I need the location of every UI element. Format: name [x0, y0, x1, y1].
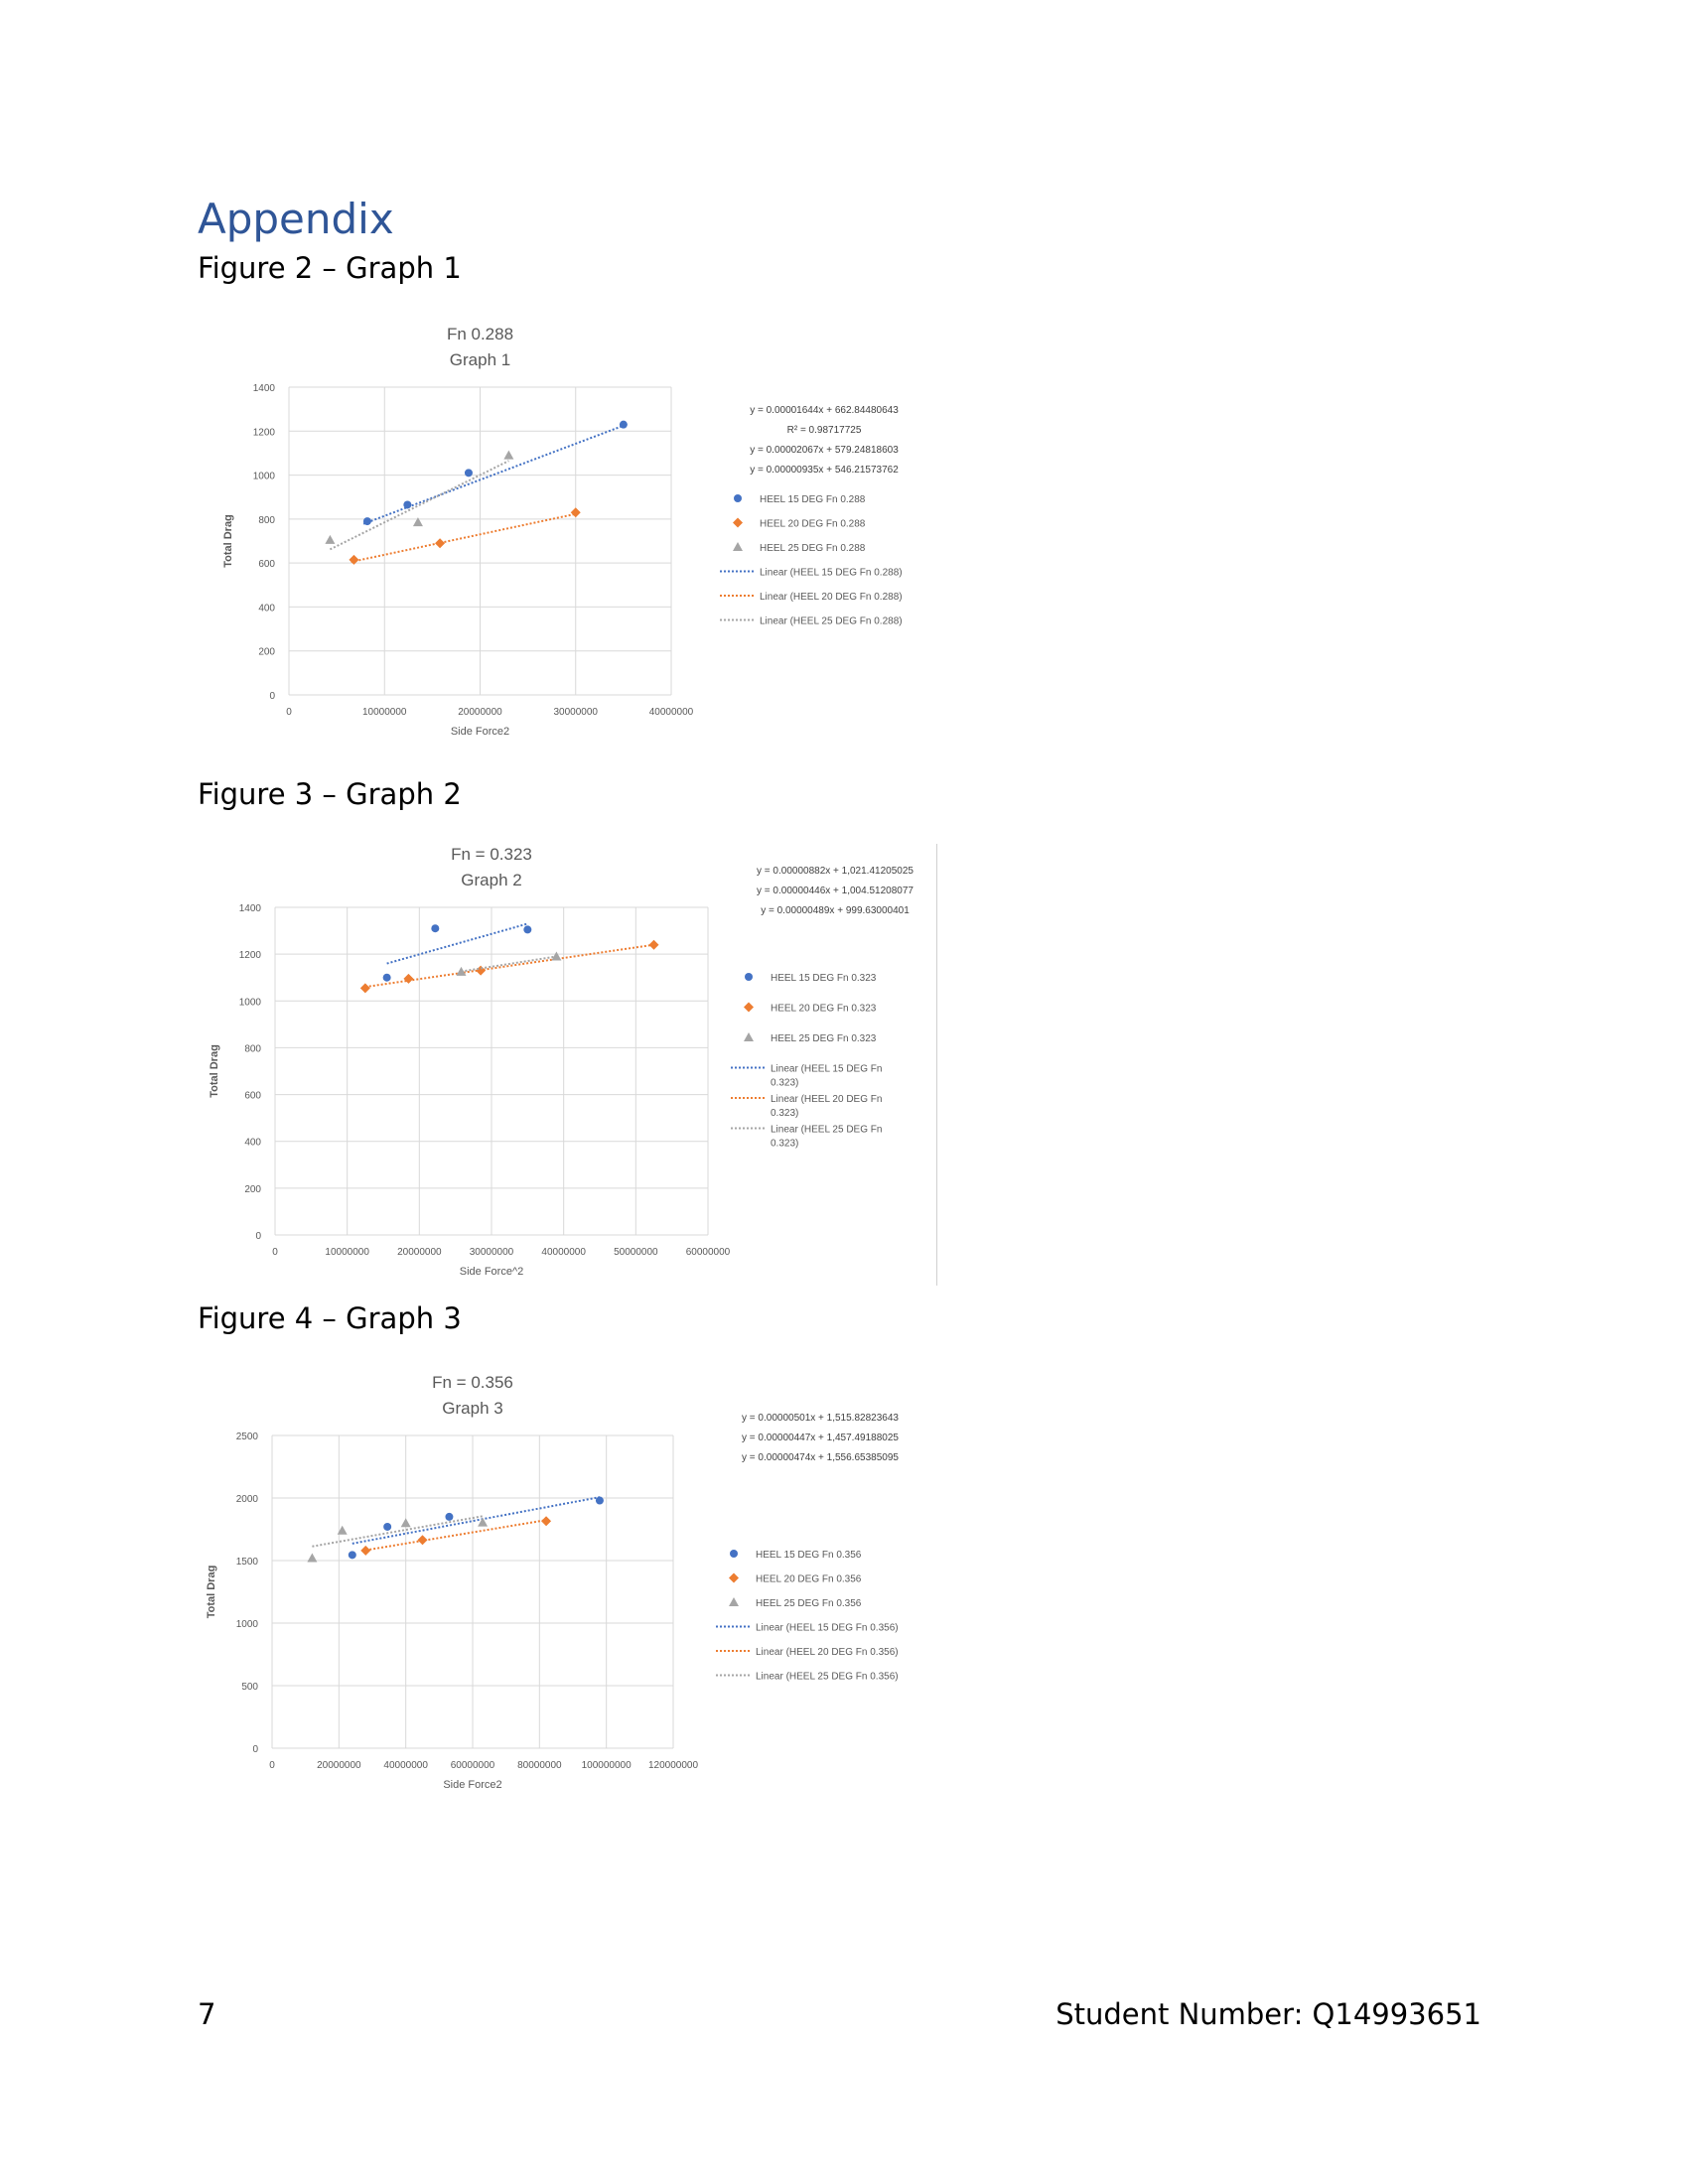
chart-subtitle: Graph 3	[442, 1399, 503, 1418]
point-heel-20-deg-fn-0-323	[360, 983, 370, 993]
y-tick-label: 0	[269, 691, 275, 702]
trendline-equation: y = 0.00000935x + 546.21573762	[750, 465, 899, 476]
y-tick-label: 1000	[238, 997, 261, 1009]
point-heel-15-deg-fn-0-356	[383, 1523, 391, 1531]
legend-label: Linear (HEEL 20 DEG Fn 0.356)	[756, 1647, 899, 1658]
page-divider	[936, 844, 937, 1286]
point-heel-15-deg-fn-0-323	[523, 925, 531, 933]
trendline-heel-20-deg-fn-0-288	[352, 513, 578, 562]
y-tick-label: 200	[244, 1183, 261, 1195]
y-tick-label: 2000	[235, 1494, 258, 1505]
point-heel-20-deg-fn-0-356	[541, 1516, 551, 1526]
figure-2-title: Figure 2 – Graph 1	[198, 251, 462, 285]
x-axis-label: Side Force2	[443, 1779, 502, 1791]
y-tick-label: 1000	[252, 471, 275, 482]
point-heel-20-deg-fn-0-288	[435, 538, 445, 548]
figure-4-title: Figure 4 – Graph 3	[198, 1301, 462, 1335]
point-heel-25-deg-fn-0-356	[307, 1553, 317, 1562]
legend-marker	[729, 1597, 739, 1606]
x-tick-label: 50000000	[614, 1247, 658, 1258]
legend-label: 0.323)	[771, 1138, 799, 1150]
y-tick-label: 1400	[238, 903, 261, 914]
y-tick-label: 1400	[252, 383, 275, 394]
x-tick-label: 100000000	[581, 1760, 632, 1771]
legend-marker	[730, 1550, 738, 1558]
x-tick-label: 0	[269, 1760, 275, 1771]
legend-label: Linear (HEEL 25 DEG Fn 0.288)	[760, 615, 903, 627]
trendline-equation: y = 0.00000489x + 999.63000401	[761, 905, 910, 916]
legend-label: HEEL 15 DEG Fn 0.288	[760, 494, 866, 505]
x-tick-label: 0	[272, 1247, 278, 1258]
y-tick-label: 400	[244, 1137, 261, 1149]
x-tick-label: 20000000	[397, 1247, 442, 1258]
legend-label: Linear (HEEL 25 DEG Fn 0.356)	[756, 1671, 899, 1683]
y-tick-label: 1200	[238, 950, 261, 962]
point-heel-25-deg-fn-0-323	[551, 952, 561, 961]
trendline-equation: y = 0.00001644x + 662.84480643	[750, 405, 899, 416]
legend-label: Linear (HEEL 20 DEG Fn 0.288)	[760, 592, 903, 603]
legend-label: Linear (HEEL 25 DEG Fn	[771, 1124, 883, 1136]
legend-marker	[734, 494, 742, 502]
x-tick-label: 20000000	[317, 1760, 361, 1771]
x-tick-label: 30000000	[469, 1247, 514, 1258]
point-heel-15-deg-fn-0-323	[383, 974, 391, 982]
legend-marker	[733, 518, 743, 528]
chart-title: Fn 0.288	[446, 325, 514, 343]
point-heel-20-deg-fn-0-356	[418, 1535, 428, 1545]
point-heel-25-deg-fn-0-288	[325, 535, 335, 544]
point-heel-25-deg-fn-0-288	[503, 451, 513, 460]
trendline-equation: y = 0.00000474x + 1,556.65385095	[742, 1452, 899, 1463]
chart-graph-3	[198, 1365, 972, 1802]
legend-label: Linear (HEEL 15 DEG Fn	[771, 1063, 883, 1075]
legend-label: HEEL 25 DEG Fn 0.356	[756, 1598, 862, 1609]
trendline-equation: y = 0.00000501x + 1,515.82823643	[742, 1413, 899, 1424]
trendline-equation: y = 0.00000446x + 1,004.51208077	[757, 886, 914, 896]
point-heel-20-deg-fn-0-323	[476, 966, 486, 976]
x-tick-label: 80000000	[517, 1760, 562, 1771]
x-tick-label: 40000000	[541, 1247, 586, 1258]
y-axis-label: Total Drag	[222, 514, 234, 568]
x-tick-label: 10000000	[362, 707, 407, 718]
chart-title: Fn = 0.356	[432, 1373, 513, 1392]
x-axis-label: Side Force^2	[459, 1266, 524, 1278]
x-tick-label: 120000000	[647, 1760, 699, 1771]
chart-subtitle: Graph 2	[461, 871, 522, 889]
chart-graph-1	[198, 314, 972, 751]
legend-label: HEEL 20 DEG Fn 0.356	[756, 1573, 862, 1585]
x-tick-label: 60000000	[450, 1760, 495, 1771]
point-heel-25-deg-fn-0-356	[401, 1518, 411, 1527]
point-heel-15-deg-fn-0-288	[363, 517, 371, 525]
y-tick-label: 1200	[252, 427, 275, 439]
x-axis-label: Side Force2	[450, 726, 510, 738]
y-tick-label: 0	[252, 1744, 258, 1755]
chart-svg	[198, 1365, 972, 1802]
legend-label: 0.323)	[771, 1077, 799, 1089]
y-tick-label: 0	[255, 1231, 261, 1242]
trendline-heel-25-deg-fn-0-288	[330, 461, 508, 549]
trendline-equation: R² = 0.98717725	[786, 425, 862, 436]
legend-label: HEEL 15 DEG Fn 0.356	[756, 1550, 862, 1561]
trendline-heel-25-deg-fn-0-323	[461, 957, 556, 972]
point-heel-15-deg-fn-0-356	[445, 1513, 453, 1521]
trendline-heel-15-deg-fn-0-288	[363, 425, 627, 524]
y-tick-label: 800	[244, 1043, 261, 1055]
y-tick-label: 600	[244, 1090, 261, 1102]
y-axis-label: Total Drag	[206, 1565, 217, 1619]
legend-label: 0.323)	[771, 1108, 799, 1119]
legend-label: HEEL 25 DEG Fn 0.288	[760, 543, 866, 554]
chart-svg	[198, 842, 972, 1279]
y-tick-label: 600	[258, 559, 275, 571]
y-tick-label: 2500	[235, 1432, 258, 1442]
point-heel-20-deg-fn-0-323	[649, 940, 659, 950]
trendline-equation: y = 0.00000447x + 1,457.49188025	[742, 1433, 899, 1443]
legend-marker	[729, 1573, 739, 1583]
y-tick-label: 400	[258, 603, 275, 614]
chart-title: Fn = 0.323	[451, 845, 532, 864]
trendline-equation: y = 0.00002067x + 579.24818603	[750, 445, 899, 456]
point-heel-15-deg-fn-0-356	[349, 1551, 356, 1559]
point-heel-15-deg-fn-0-356	[596, 1497, 604, 1505]
legend-label: HEEL 15 DEG Fn 0.323	[771, 973, 877, 984]
point-heel-15-deg-fn-0-288	[465, 469, 473, 477]
x-tick-label: 0	[286, 707, 292, 718]
chart-svg	[198, 314, 972, 751]
legend-label: Linear (HEEL 15 DEG Fn 0.356)	[756, 1622, 899, 1634]
y-tick-label: 200	[258, 646, 275, 658]
trendline-heel-15-deg-fn-0-356	[352, 1497, 600, 1544]
x-tick-label: 10000000	[325, 1247, 369, 1258]
legend-marker	[745, 973, 753, 981]
student-number: Student Number: Q14993651	[1055, 1997, 1481, 2031]
legend-marker	[744, 1003, 754, 1013]
x-tick-label: 60000000	[685, 1247, 731, 1258]
x-tick-label: 30000000	[553, 707, 598, 718]
legend-label: Linear (HEEL 15 DEG Fn 0.288)	[760, 567, 903, 579]
legend-label: HEEL 25 DEG Fn 0.323	[771, 1033, 877, 1044]
point-heel-20-deg-fn-0-356	[360, 1546, 370, 1556]
point-heel-20-deg-fn-0-323	[403, 974, 413, 984]
y-tick-label: 1000	[235, 1619, 258, 1630]
y-tick-label: 500	[241, 1682, 258, 1693]
legend-label: Linear (HEEL 20 DEG Fn	[771, 1094, 883, 1105]
trendline-equation: y = 0.00000882x + 1,021.41205025	[757, 866, 914, 877]
point-heel-25-deg-fn-0-323	[456, 967, 466, 976]
page-heading: Appendix	[198, 195, 394, 243]
point-heel-20-deg-fn-0-288	[571, 507, 581, 517]
y-tick-label: 1500	[235, 1557, 258, 1568]
chart-subtitle: Graph 1	[449, 350, 511, 369]
point-heel-15-deg-fn-0-288	[403, 500, 411, 508]
page-number: 7	[198, 1997, 216, 2031]
chart-graph-2	[198, 842, 972, 1279]
legend-marker	[733, 542, 743, 551]
point-heel-15-deg-fn-0-288	[620, 421, 628, 429]
legend-label: HEEL 20 DEG Fn 0.288	[760, 518, 866, 530]
legend-label: HEEL 20 DEG Fn 0.323	[771, 1003, 877, 1015]
legend-marker	[744, 1032, 754, 1041]
x-tick-label: 20000000	[458, 707, 502, 718]
trendline-heel-15-deg-fn-0-323	[387, 924, 528, 964]
x-tick-label: 40000000	[383, 1760, 428, 1771]
figure-3-title: Figure 3 – Graph 2	[198, 777, 462, 811]
point-heel-15-deg-fn-0-323	[431, 924, 439, 932]
y-tick-label: 800	[258, 514, 275, 526]
trendline-heel-25-deg-fn-0-356	[312, 1516, 483, 1546]
y-axis-label: Total Drag	[209, 1044, 220, 1098]
x-tick-label: 40000000	[648, 707, 694, 718]
